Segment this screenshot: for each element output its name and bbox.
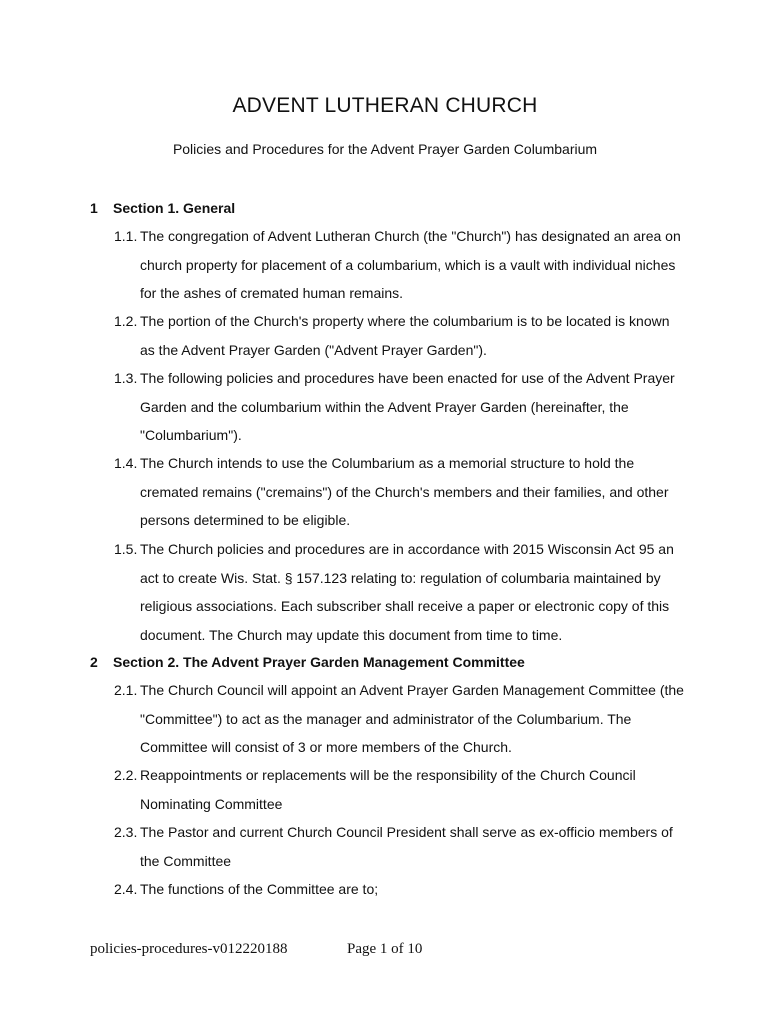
item-number: 2.3.	[114, 824, 138, 840]
list-item	[114, 449, 694, 535]
footer-filename: policies-procedures-v012220188	[90, 941, 288, 957]
list-item	[114, 364, 694, 450]
item-number: 2.1.	[114, 682, 138, 698]
item-text: The Church intends to use the Columbarium as a memorial structure to hold the cremated remains ("cremains") of the Church's members and their families, and other persons determined to be eligible.	[140, 455, 669, 529]
item-text: The congregation of Advent Lutheran Church (the "Church") has designated an area on church property for placement of a columbarium, which is a vault with individual niches for the ashes of cremated human remains.	[140, 228, 681, 302]
item-text: The Church Council will appoint an Advent Prayer Garden Management Committee (the "Committee") to act as the manager and administrator of the Columbarium. The Committee will consist of 3 or more members of the Church.	[140, 682, 684, 756]
item-text: The portion of the Church's property where the columbarium is to be located is known as the Advent Prayer Garden ("Advent Prayer Garden").	[140, 313, 670, 358]
list-item	[114, 676, 694, 762]
section-number: 1	[90, 200, 98, 216]
list-item	[114, 535, 694, 649]
item-text: The Church policies and procedures are in accordance with 2015 Wisconsin Act 95 an act to create Wis. Stat. § 157.123 relating to: regulation of columbaria maintained by religious associations. Each subscriber shall receive a paper or electronic copy of this document. The Church may update this document from time to time.	[140, 541, 674, 643]
item-text: The following policies and procedures have been enacted for use of the Advent Prayer Garden and the columbarium within the Advent Prayer Garden (hereinafter, the "Columbarium").	[140, 370, 675, 444]
footer-page-number: Page 1 of 10	[347, 941, 423, 957]
item-number: 2.4.	[114, 881, 138, 897]
item-number: 2.2.	[114, 767, 138, 783]
item-number: 1.1.	[114, 228, 138, 244]
section-title: Section 1. General	[113, 200, 236, 216]
item-number: 1.3.	[114, 370, 138, 386]
list-item	[114, 875, 694, 904]
item-number: 1.2.	[114, 313, 138, 329]
section-title: Section 2. The Advent Prayer Garden Management Committee	[113, 654, 525, 670]
document-subtitle: Policies and Procedures for the Advent Prayer Garden Columbarium	[172, 141, 598, 157]
item-text: Reappointments or replacements will be the responsibility of the Church Council Nominating Committee	[140, 767, 636, 812]
list-item	[114, 818, 694, 875]
list-item	[114, 761, 694, 818]
item-text: The functions of the Committee are to;	[140, 881, 379, 897]
item-number: 1.5.	[114, 541, 138, 557]
item-text: The Pastor and current Church Council President shall serve as ex-officio members of the Committee	[140, 824, 673, 869]
list-item	[114, 222, 694, 308]
section-number: 2	[90, 654, 98, 670]
list-item	[114, 307, 694, 364]
document-title: ADVENT LUTHERAN CHURCH	[232, 94, 538, 117]
item-number: 1.4.	[114, 455, 138, 471]
